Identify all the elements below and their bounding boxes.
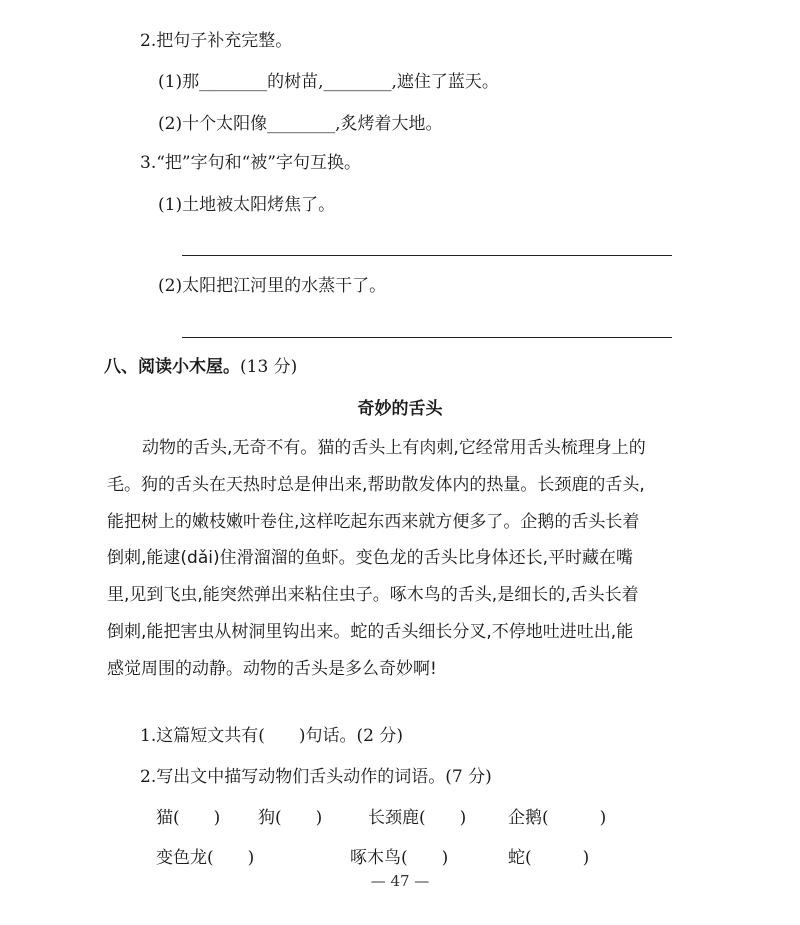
question-2-sentence-2: (2)十个太阳像________,炙烤着大地。 — [158, 114, 443, 134]
answer-chameleon[interactable]: 变色龙( ) — [156, 848, 255, 868]
paragraph-line: 倒刺,能把害虫从树洞里钩出来。蛇的舌头细长分叉,不停地吐进吐出,能 — [107, 621, 634, 642]
paragraph-line: 里,见到飞虫,能突然弹出来粘住虫子。啄木鸟的舌头,是细长的,舌头长着 — [107, 585, 639, 606]
section-8-score: (13 分) — [240, 357, 298, 377]
paragraph-line: 动物的舌头,无奇不有。猫的舌头上有肉刺,它经常用舌头梳理身上的 — [142, 438, 646, 458]
question-2-sentence-1: (1)那________的树苗,________,遮住了蓝天。 — [158, 72, 499, 92]
section-8-title: 八、阅读小木屋。 — [104, 357, 240, 377]
article-title: 奇妙的舌头 — [357, 399, 443, 419]
reading-question-2: 2.写出文中描写动物们舌头动作的词语。(7 分) — [140, 767, 492, 787]
question-3-sentence-1: (1)土地被太阳烤焦了。 — [158, 195, 336, 215]
question-3-sentence-2: (2)太阳把江河里的水蒸干了。 — [158, 276, 387, 296]
answer-penguin[interactable]: 企鹅( ) — [508, 808, 607, 828]
question-3-title: 3.“把”字句和“被”字句互换。 — [140, 153, 361, 173]
paragraph-line: 毛。狗的舌头在天热时总是伸出来,帮助散发体内的热量。长颈鹿的舌头, — [107, 474, 645, 495]
answer-dog[interactable]: 狗( ) — [258, 808, 323, 828]
paragraph-line: 能把树上的嫩枝嫩叶卷住,这样吃起东西来就方便多了。企鹅的舌头长着 — [107, 511, 640, 532]
article-paragraph — [107, 437, 672, 695]
answer-line-1[interactable] — [182, 255, 672, 256]
answer-snake[interactable]: 蛇( ) — [508, 848, 590, 868]
page-number: — 47 — — [370, 872, 430, 890]
answer-line-2[interactable] — [182, 337, 672, 338]
answer-giraffe[interactable]: 长颈鹿( ) — [368, 808, 467, 828]
reading-question-1: 1.这篇短文共有( )句话。(2 分) — [140, 726, 403, 746]
paragraph-line: 感觉周围的动静。动物的舌头是多么奇妙啊! — [107, 658, 437, 679]
section-8-heading — [104, 356, 297, 378]
paragraph-line: 倒刺,能逮(dǎi)住滑溜溜的鱼虾。变色龙的舌头比身体还长,平时藏在嘴 — [107, 548, 634, 569]
question-2-title: 2.把句子补充完整。 — [140, 31, 293, 51]
answer-woodpecker[interactable]: 啄木鸟( ) — [350, 848, 449, 868]
answer-cat[interactable]: 猫( ) — [156, 808, 221, 828]
